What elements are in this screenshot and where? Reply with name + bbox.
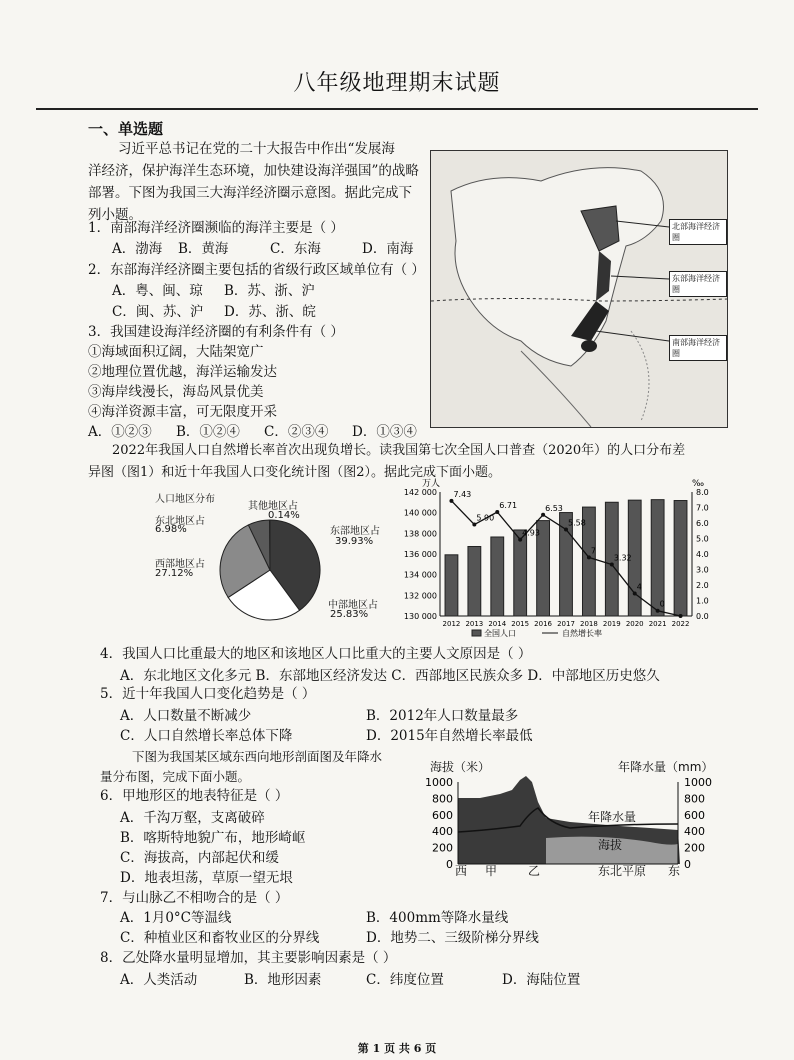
precip-tick: 400 (684, 825, 705, 839)
elevation-tick: 0 (446, 858, 453, 871)
option: C．闽、苏、沪 (112, 304, 204, 320)
intro-line: 下图为我国某区域东西向地形剖面图及年降水 (132, 749, 383, 764)
right-tick-label: 7.0 (696, 503, 709, 513)
option: B．黄海 (178, 241, 229, 257)
option: B．地形因素 (244, 972, 322, 988)
left-tick-label: 134 000 (403, 570, 437, 580)
year-tick-label: 2022 (671, 620, 690, 628)
growth-rate-label: 4.93 (522, 528, 540, 538)
intro-line: 量分布图，完成下面小题。 (100, 769, 251, 784)
option: C．东海 (270, 241, 321, 257)
map-label-north: 北部海洋经济圈 (669, 219, 727, 245)
pie-value-central: 25.83% (330, 609, 369, 620)
intro-line: 列小题。 (88, 207, 142, 223)
legend-bar-swatch (472, 630, 481, 636)
intro-line: 习近平总书记在党的二十大报告中作出“发展海 (118, 141, 395, 157)
legend-population: 全国人口 (484, 629, 516, 638)
option: D．2015年自然增长率最低 (366, 728, 533, 744)
left-tick-label: 142 000 (403, 488, 437, 497)
option: D．苏、浙、皖 (224, 304, 316, 320)
precip-tick: 600 (684, 808, 705, 822)
option: B．2012年人口数量最多 (366, 708, 519, 724)
right-axis-unit: ‰ (692, 479, 705, 489)
intro-line: 部署。下图为我国三大海洋经济圈示意图。据此完成下 (88, 185, 412, 201)
pie-value-other: 0.14% (268, 510, 300, 521)
growth-rate-point (495, 510, 499, 514)
q7-options (120, 908, 508, 928)
right-tick-label: 5.0 (696, 534, 709, 544)
elevation-tick: 400 (432, 825, 453, 839)
right-tick-label: 8.0 (696, 488, 709, 497)
question-8: 8．乙处降水量明显增加，其主要影响因素是（ ） (100, 950, 397, 966)
economic-zone-map (430, 150, 728, 428)
profile-left-title: 海拔（米） (430, 760, 491, 774)
left-axis-unit: 万人 (422, 479, 441, 489)
intro-line: 洋经济，保护海洋生态环境，加快建设海洋强国”的战略 (88, 163, 419, 179)
intro-line: 2022年我国人口自然增长率首次出现负增长。读我国第七次全国人口普查（2020年）的人口分布差 (112, 443, 686, 458)
pie-label-east: 东部地区占 (330, 526, 380, 537)
growth-rate-label: 7 (590, 546, 597, 556)
left-tick-label: 132 000 (403, 591, 437, 601)
x-label-west: 西 (455, 864, 468, 878)
year-tick-label: 2014 (488, 620, 507, 628)
q3-item: ①海域面积辽阔，大陆架宽广 (88, 344, 264, 360)
year-tick-label: 2020 (625, 620, 644, 628)
precip-tick: 200 (684, 841, 705, 855)
x-label-east: 东 (668, 864, 681, 878)
profile-right-title: 年降水量（mm） (618, 760, 714, 774)
pie-value-east: 39.93% (335, 536, 374, 547)
growth-rate-point (656, 609, 660, 613)
left-tick-label: 140 000 (403, 508, 437, 518)
option: A．渤海 (112, 241, 163, 257)
right-tick-label: 4.0 (696, 550, 709, 559)
elevation-tick: 600 (432, 808, 453, 822)
option: A．千沟万壑，支离破碎 (120, 810, 265, 826)
map-label-east: 东部海洋经济圈 (669, 271, 727, 297)
population-change-chart (392, 478, 742, 643)
question-5: 5．近十年我国人口变化趋势是（ ） (100, 686, 316, 702)
population-bar (445, 555, 458, 616)
right-tick-label: 0.0 (696, 612, 709, 621)
option: D．海陆位置 (502, 972, 581, 988)
q3-item: ③海岸线漫长，海岛风景优美 (88, 384, 264, 400)
x-label-yi: 乙 (528, 864, 541, 878)
population-bar (514, 530, 527, 616)
q2-options (112, 281, 315, 301)
q2-options (112, 302, 316, 322)
year-tick-label: 2012 (442, 620, 461, 628)
option: B．喀斯特地貌广布，地形崎岖 (120, 830, 306, 846)
option: C．种植业区和畜牧业区的分界线 (120, 930, 320, 946)
growth-rate-point (564, 528, 568, 532)
question-2: 2．东部海洋经济圈主要包括的省级行政区域单位有（ ） (88, 262, 425, 278)
precip-tick: 1000 (684, 776, 712, 789)
question-7: 7．与山脉乙不相吻合的是（ ） (100, 890, 289, 906)
growth-rate-label: 5.58 (568, 518, 586, 528)
population-bar (674, 501, 687, 616)
growth-rate-point (587, 555, 591, 559)
elevation-tick: 800 (432, 792, 453, 806)
growth-rate-label: 3.32 (613, 553, 632, 563)
question-4: 4．我国人口比重最大的地区和该地区人口比重大的主要人文原因是（ ） (100, 646, 532, 662)
map-label-south: 南部海洋经济圈 (669, 335, 727, 361)
left-tick-label: 138 000 (403, 529, 437, 539)
growth-rate-label: 5.90 (476, 513, 495, 523)
x-label-jia: 甲 (485, 864, 498, 878)
left-tick-label: 130 000 (403, 612, 437, 621)
population-pie-chart (215, 515, 325, 625)
growth-rate-point (541, 513, 545, 517)
pie-label-northeast: 东北地区占 (155, 516, 205, 527)
precip-tick: 800 (684, 792, 705, 806)
growth-rate-point (472, 523, 476, 527)
pie-label-west: 西部地区占 (155, 559, 205, 570)
page-footer: 第 1 页 共 6 页 (357, 1042, 437, 1055)
terrain-label: 海拔 (598, 838, 623, 852)
option: B．①②④ (176, 424, 240, 440)
option: A．人口数量不断减少 (120, 708, 252, 724)
question-6: 6．甲地形区的地表特征是（ ） (100, 788, 289, 804)
q3-item: ②地理位置优越，海洋运输发达 (88, 364, 277, 380)
pie-label-central: 中部地区占 (328, 600, 378, 611)
year-tick-label: 2019 (602, 620, 621, 628)
q3-options (88, 422, 417, 442)
option: C．海拔高，内部起伏和缓 (120, 850, 279, 866)
legend-growth-rate: 自然增长率 (562, 629, 602, 638)
year-tick-label: 2013 (465, 620, 484, 628)
right-tick-label: 3.0 (696, 565, 709, 575)
population-bar (491, 537, 504, 616)
option: A．①②③ (88, 424, 152, 440)
option: D．地势二、三级阶梯分界线 (366, 930, 539, 946)
pie-title: 人口地区分布 (155, 494, 215, 505)
header-rule (36, 108, 758, 110)
year-tick-label: 2017 (557, 620, 575, 628)
growth-rate-point (518, 538, 522, 542)
question-1: 1．南部海洋经济圈濒临的海洋主要是（ ） (88, 220, 344, 236)
option: C．纬度位置 (366, 972, 444, 988)
q3-item: ④海洋资源丰富，可无限度开采 (88, 404, 277, 420)
growth-rate-point (449, 499, 453, 503)
q4-options: A．东北地区文化多元 B．东部地区经济发达 C．西部地区民族众多 D．中部地区历史悠久 (120, 668, 660, 684)
pie-value-northeast: 6.98% (155, 524, 187, 535)
option: B．苏、浙、沪 (224, 283, 315, 299)
growth-rate-label: 6.53 (545, 503, 563, 513)
growth-rate-point (679, 614, 683, 618)
growth-rate-label: 7.43 (453, 489, 472, 499)
growth-rate-point (610, 563, 614, 567)
elevation-tick: 200 (432, 841, 453, 855)
page-title: 八年级地理期末试题 (293, 71, 501, 96)
option: D．①③④ (352, 424, 417, 440)
q5-options (120, 706, 518, 726)
pie-value-west: 27.12% (155, 568, 194, 579)
growth-rate-label: 0 (659, 599, 665, 609)
option: A．1月0°C等温线 (120, 910, 232, 926)
year-tick-label: 2018 (579, 620, 598, 628)
option: C．人口自然增长率总体下降 (120, 728, 293, 744)
year-tick-label: 2015 (511, 620, 530, 628)
year-tick-label: 2021 (648, 620, 667, 628)
pie-label-other: 其他地区占 (248, 501, 298, 512)
growth-rate-point (633, 592, 637, 596)
population-bar (651, 500, 664, 616)
question-3: 3．我国建设海洋经济圈的有利条件有（ ） (88, 324, 344, 340)
option: D．南海 (362, 241, 414, 257)
option: A．粤、闽、琼 (112, 283, 203, 299)
q7-options (120, 928, 539, 948)
q5-options (120, 726, 533, 746)
option: D．地表坦荡，草原一望无垠 (120, 870, 293, 886)
option: B．400mm等降水量线 (366, 910, 509, 926)
q1-options (112, 239, 413, 259)
right-tick-label: 1.0 (696, 596, 709, 606)
growth-rate-label: 4 (636, 582, 642, 592)
q8-options (120, 970, 580, 990)
elevation-tick: 1000 (425, 776, 453, 789)
precip-tick: 0 (684, 858, 691, 871)
growth-rate-label: 6.71 (499, 500, 518, 510)
year-tick-label: 2016 (534, 620, 553, 628)
x-label-plain: 东北平原 (598, 864, 647, 878)
population-bar (468, 546, 481, 616)
precip-label: 年降水量 (588, 810, 637, 824)
right-tick-label: 2.0 (696, 581, 709, 590)
intro-line: 异图（图1）和近十年我国人口变化统计图（图2）。据此完成下面小题。 (88, 465, 502, 480)
right-tick-label: 6.0 (696, 519, 709, 528)
left-tick-label: 136 000 (403, 550, 437, 559)
option: C．②③④ (264, 424, 329, 440)
option: A．人类活动 (120, 972, 198, 988)
section-heading: 一、单选题 (88, 120, 164, 138)
